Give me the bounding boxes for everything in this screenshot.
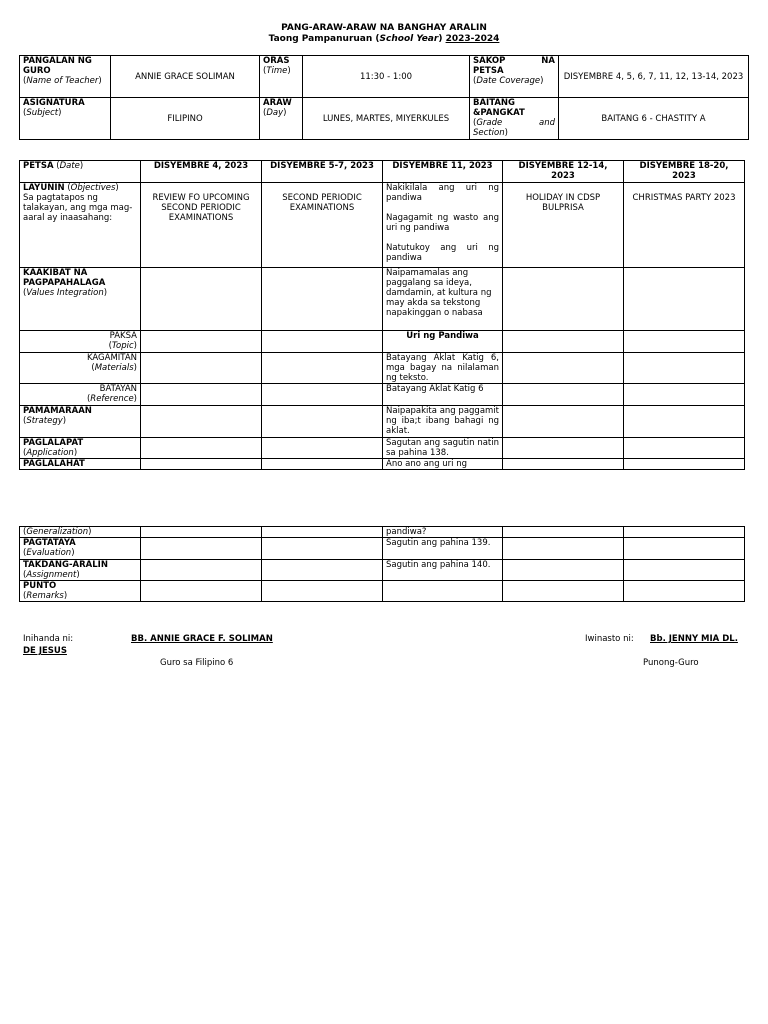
materials-label-english: Materials xyxy=(94,363,134,373)
strategy-label-cell: PAMAMARAAN (Strategy) xyxy=(20,406,141,438)
application-label-cell: PAGLALAPAT (Application) xyxy=(20,438,141,459)
prepared-by-name-continued: DE JESUS xyxy=(23,646,67,656)
values-label-english: Values Integration xyxy=(26,288,104,298)
school-year-line xyxy=(0,34,768,45)
time-label-cell: ORAS (Time) xyxy=(260,56,303,98)
values-label-cell: KAAKIBAT NA PAGPAPAHALAGA (Values Integration) xyxy=(20,268,141,331)
subject-label-cell: ASIGNATURA (Subject) xyxy=(20,98,111,140)
generalization-label-english: Generalization xyxy=(26,527,89,537)
time-label-english: Time xyxy=(266,66,288,76)
column-header-dec-18-20: DISYEMBRE 18-20, 2023 xyxy=(624,161,745,183)
coverage-value: DISYEMBRE 4, 5, 6, 7, 11, 12, 13-14, 2023 xyxy=(559,56,749,98)
school-year-value: 2023-2024 xyxy=(445,34,500,44)
objective-dec-5-7: SECOND PERIODIC EXAMINATIONS xyxy=(262,183,383,268)
objective-item-3: Natutukoy ang uri ng pandiwa xyxy=(386,243,499,263)
school-year-prefix: Taong Pampanuruan ( xyxy=(268,34,380,44)
evaluation-label-english: Evaluation xyxy=(26,548,72,558)
evaluation-label-cell: PAGTATAYA (Evaluation) xyxy=(20,538,141,560)
assignment-label-english: Assignment xyxy=(26,570,77,580)
generalization-dec-11-part-2: pandiwa? xyxy=(383,527,503,538)
date-label-cell: PETSA (Date) xyxy=(20,161,141,183)
column-header-dec-12-14: DISYEMBRE 12-14, 2023 xyxy=(503,161,624,183)
strategy-dec-11: Naipapakita ang paggamit ng iba;t ibang bahagi ng aklat. xyxy=(383,406,503,438)
topic-label-cell: PAKSA (Topic) xyxy=(20,331,141,353)
lesson-plan-table-continued xyxy=(19,526,745,602)
topic-label-english: Topic xyxy=(111,341,134,351)
assignment-dec-11: Sagutin ang pahina 140. xyxy=(383,560,503,581)
materials-dec-11: Batayang Aklat Katig 6, mga bagay na nilalaman ng teksto. xyxy=(383,353,503,384)
reference-dec-11: Batayang Aklat Katig 6 xyxy=(383,384,503,406)
lesson-plan-table xyxy=(19,160,745,470)
materials-label-cell: KAGAMITAN (Materials) xyxy=(20,353,141,384)
generalization-dec-11-part-1: Ano ano ang uri ng xyxy=(383,459,503,470)
strategy-label-english: Strategy xyxy=(26,416,63,426)
grade-label-cell: BAITANG &PANGKAT (Grade and Section) xyxy=(470,98,559,140)
objective-dec-4: REVIEW FO UPCOMING SECOND PERIODIC EXAMINATIONS xyxy=(141,183,262,268)
generalization-label-cell: PAGLALAHAT xyxy=(20,459,141,470)
school-year-mid: ) xyxy=(438,34,446,44)
subject-value: FILIPINO xyxy=(111,98,260,140)
day-label-english: Day xyxy=(266,108,284,118)
remarks-label-english: Remarks xyxy=(26,591,64,601)
objectives-description: Sa pagtatapos ng talakayan, ang mga mag-aaral ay inaasahang: xyxy=(23,193,133,223)
prepared-by-label: Inihanda ni: xyxy=(23,634,74,644)
generalization-english-cell: (Generalization) xyxy=(20,527,141,538)
coverage-label-cell: SAKOP NA PETSA (Date Coverage) xyxy=(470,56,559,98)
coverage-label-english: Date Coverage xyxy=(476,76,541,86)
objective-item-2: Nagagamit ng wasto ang uri ng pandiwa xyxy=(386,213,499,233)
day-label-cell: ARAW (Day) xyxy=(260,98,303,140)
prepared-by-title: Guro sa Filipino 6 xyxy=(160,658,234,668)
application-label-english: Application xyxy=(26,448,74,458)
noted-by-name: Bb. JENNY MIA DL. xyxy=(650,634,738,644)
reference-label-cell: BATAYAN (Reference) xyxy=(20,384,141,406)
teacher-label-english: Name of Teacher xyxy=(26,76,99,86)
date-label-english: Date xyxy=(59,161,80,171)
column-header-dec-11: DISYEMBRE 11, 2023 xyxy=(383,161,503,183)
subject-label-english: Subject xyxy=(26,108,59,118)
objective-dec-18-20: CHRISTMAS PARTY 2023 xyxy=(624,183,745,268)
column-header-dec-4: DISYEMBRE 4, 2023 xyxy=(141,161,262,183)
objectives-label-english: Objectives xyxy=(70,183,116,193)
evaluation-dec-11: Sagutin ang pahina 139. xyxy=(383,538,503,560)
objectives-label-cell: LAYUNIN (Objectives) Sa pagtatapos ng talakayan, ang mga mag-aaral ay inaasahang: xyxy=(20,183,141,268)
objective-item-1: Nakikilala ang uri ng pandiwa xyxy=(386,183,499,203)
time-value: 11:30 - 1:00 xyxy=(303,56,470,98)
objective-dec-12-14: HOLIDAY IN CDSP BULPRISA xyxy=(503,183,624,268)
grade-value: BAITANG 6 - CHASTITY A xyxy=(559,98,749,140)
prepared-by-name: BB. ANNIE GRACE F. SOLIMAN xyxy=(131,634,273,644)
noted-by-label: Iwinasto ni: xyxy=(585,634,634,644)
assignment-label-cell: TAKDANG-ARALIN (Assignment) xyxy=(20,560,141,581)
school-year-english: School Year xyxy=(379,34,439,44)
day-value: LUNES, MARTES, MIYERKULES xyxy=(303,98,470,140)
teacher-label-cell: PANGALAN NG GURO (Name of Teacher) xyxy=(20,56,111,98)
teacher-name: ANNIE GRACE SOLIMAN xyxy=(111,56,260,98)
objective-dec-11 xyxy=(383,183,503,268)
column-header-dec-5-7: DISYEMBRE 5-7, 2023 xyxy=(262,161,383,183)
topic-dec-11: Uri ng Pandiwa xyxy=(383,331,503,353)
grade-label-english: Grade and Section xyxy=(473,118,555,138)
reference-label-english: Reference xyxy=(90,394,134,404)
noted-by-title: Punong-Guro xyxy=(643,658,699,668)
document-title: PANG-ARAW-ARAW NA BANGHAY ARALIN xyxy=(281,23,487,33)
teacher-info-table xyxy=(19,55,749,140)
values-dec-11: Naipamamalas ang paggalang sa ideya, damdamin, at kultura ng may akda sa tekstong napakinggan o nabasa xyxy=(383,268,503,331)
remarks-label-cell: PUNTO (Remarks) xyxy=(20,581,141,602)
application-dec-11: Sagutan ang sagutin natin sa pahina 138. xyxy=(383,438,503,459)
